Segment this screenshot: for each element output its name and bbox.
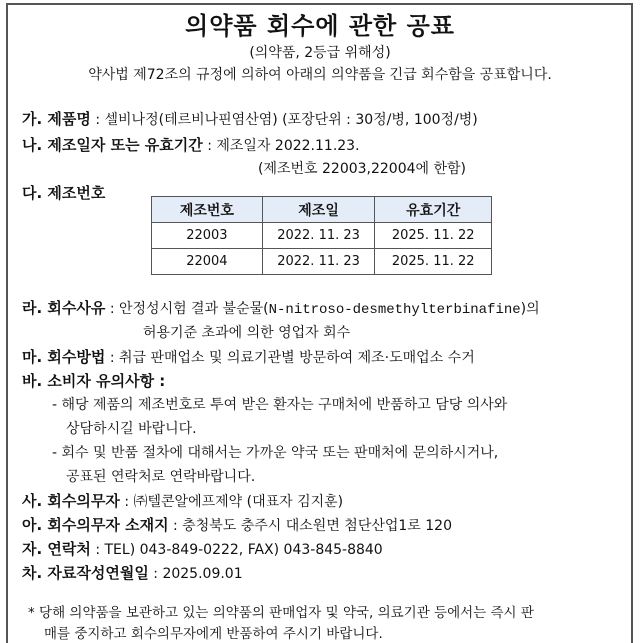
mfg-date-cell: 2022. 11. 23 [262, 223, 375, 249]
item-mfg-date-label: 나. 제조일자 또는 유효기간 [22, 136, 203, 154]
document-intro: 약사법 제72조의 규정에 의하여 아래의 의약품을 긴급 회수함을 공표합니다. [88, 67, 552, 83]
item-reason-line2: 허용기준 초과에 의한 영업자 회수 [143, 325, 351, 341]
item-lot-numbers-label: 다. 제조번호 [22, 184, 106, 202]
footnote-line2: 매를 중지하고 회수의무자에게 반품하여 주시기 바랍니다. [44, 626, 383, 642]
table-row [152, 223, 492, 249]
item-contact [22, 538, 383, 559]
item-mfg-date [22, 134, 360, 155]
consumer-note-2-line2: 공표된 연락처로 연락바랍니다. [66, 469, 256, 485]
item-address [22, 514, 452, 535]
item-recaller [22, 490, 343, 511]
item-consumer-notes [22, 370, 165, 391]
item-address-label: 아. 회수의무자 소재지 [22, 516, 169, 534]
item-prepared-date-value: : 2025.09.01 [148, 566, 243, 582]
consumer-note-2-line1: - 회수 및 반품 절차에 대해서는 가까운 약국 또는 판매처에 문의하시거나, [52, 445, 499, 461]
item-reason-value-prefix: : 안정성시험 결과 불순물( [105, 301, 269, 317]
lot-table-header-lot: 제조번호 [152, 197, 263, 223]
item-reason-value-suffix: )의 [520, 301, 540, 317]
item-product [22, 108, 478, 129]
item-prepared-date-label: 차. 자료작성연월일 [22, 564, 149, 582]
table-row [152, 249, 492, 275]
item-contact-label: 자. 연락처 [22, 540, 91, 558]
item-mfg-date-value: : 제조일자 2022.11.23. [202, 138, 360, 154]
item-product-value: : 셀비나정(테르비나핀염산염) (포장단위 : 30정/병, 100정/병) [90, 112, 478, 128]
consumer-note-1-line1: - 해당 제품의 제조번호로 투여 받은 환자는 구매처에 반품하고 담당 의사와 [52, 397, 508, 413]
document-title: 의약품 회수에 관한 공표 [185, 12, 455, 40]
lot-table-header-expiry: 유효기간 [375, 197, 492, 223]
document-subtitle: (의약품, 2등급 위해성) [249, 45, 391, 61]
lot-cell: 22003 [152, 223, 263, 249]
item-product-label: 가. 제품명 [22, 110, 91, 128]
item-reason [22, 297, 540, 318]
item-contact-value: : TEL) 043-849-0222, FAX) 043-845-8840 [90, 542, 383, 558]
item-reason-label: 라. 회수사유 [22, 299, 106, 317]
mfg-date-cell: 2022. 11. 23 [262, 249, 375, 275]
item-reason-impurity: N-nitroso-desmethylterbinafine [268, 302, 521, 318]
item-recaller-value: : ㈜텔콘알에프제약 (대표자 김지훈) [119, 494, 344, 510]
item-recaller-label: 사. 회수의무자 [22, 492, 120, 510]
item-method-value: : 취급 판매업소 및 의료기관별 방문하여 제조·도매업소 수거 [105, 350, 475, 366]
item-lot-numbers [22, 182, 105, 203]
item-address-value: : 충청북도 충주시 대소원면 첨단산업1로 120 [168, 518, 452, 534]
item-mfg-date-note: (제조번호 22003,22004에 한함) [258, 161, 467, 177]
expiry-cell: 2025. 11. 22 [375, 223, 492, 249]
consumer-note-1-line2: 상담하시길 바랍니다. [66, 421, 197, 437]
item-consumer-notes-label: 바. 소비자 유의사항 : [22, 372, 166, 390]
lot-table-header-mfg-date: 제조일 [262, 197, 375, 223]
lot-table-header-row [152, 197, 492, 223]
lot-table [151, 196, 492, 275]
expiry-cell: 2025. 11. 22 [375, 249, 492, 275]
item-method-label: 마. 회수방법 [22, 348, 106, 366]
item-prepared-date [22, 562, 243, 583]
lot-cell: 22004 [152, 249, 263, 275]
footnote-line1: * 당해 의약품을 보관하고 있는 의약품의 판매업자 및 약국, 의료기관 등에서는 즉시 판 [28, 605, 534, 621]
item-method [22, 346, 475, 367]
